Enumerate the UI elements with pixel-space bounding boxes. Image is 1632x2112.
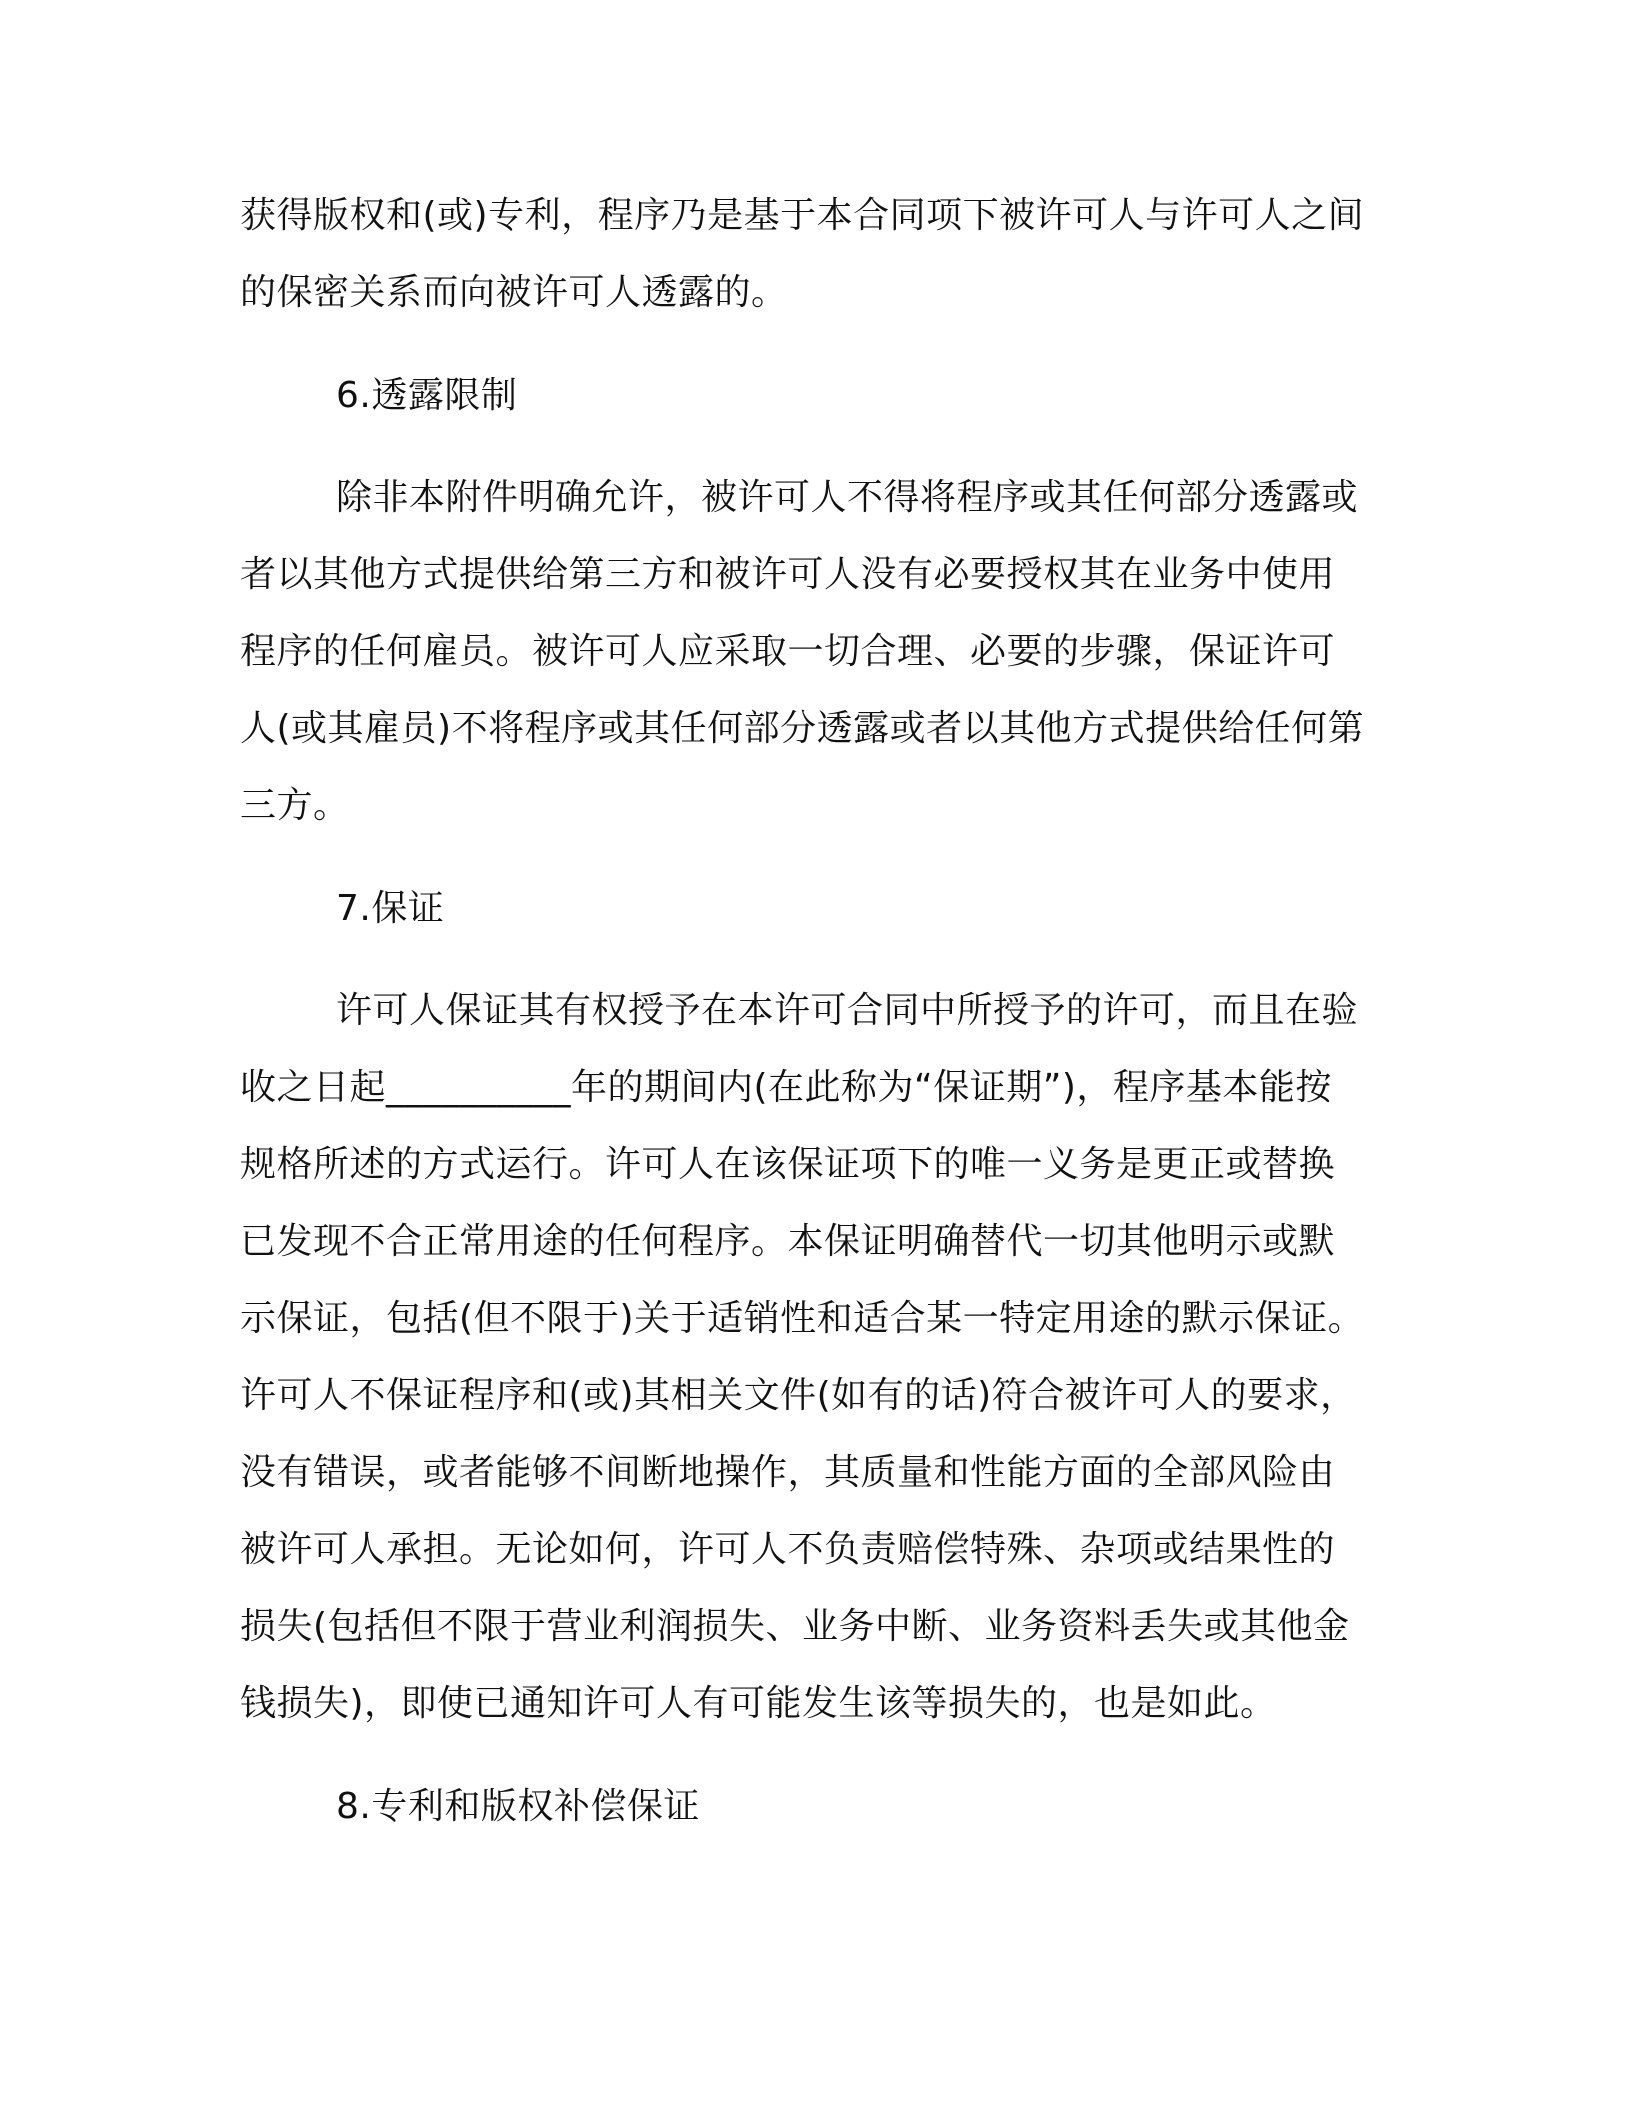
section-heading-8: 8.专利和版权补偿保证 (336, 1786, 700, 1827)
paragraph-line: 没有错误，或者能够不间断地操作，其质量和性能方面的全部风险由 (240, 1452, 1336, 1493)
paragraph-line: 许可人保证其有权授予在本许可合同中所授予的许可，而且在验 (336, 990, 1359, 1031)
paragraph-line: 损失(包括但不限于营业利润损失、业务中断、业务资料丢失或其他金 (240, 1606, 1350, 1647)
paragraph-line: 获得版权和(或)专利，程序乃是基于本合同项下被许可人与许可人之间 (240, 195, 1365, 236)
paragraph-line: 已发现不合正常用途的任何程序。本保证明确替代一切其他明示或默 (240, 1221, 1336, 1262)
paragraph-line: 者以其他方式提供给第三方和被许可人没有必要授权其在业务中使用 (240, 554, 1336, 595)
paragraph-line: 除非本附件明确允许，被许可人不得将程序或其任何部分透露或 (336, 477, 1359, 518)
paragraph-line: 程序的任何雇员。被许可人应采取一切合理、必要的步骤，保证许可 (240, 631, 1336, 672)
paragraph-line: 示保证，包括(但不限于)关于适销性和适合某一特定用途的默示保证。 (240, 1298, 1365, 1339)
paragraph-line: 钱损失)，即使已通知许可人有可能发生该等损失的，也是如此。 (240, 1683, 1277, 1724)
paragraph-line: 的保密关系而向被许可人透露的。 (240, 272, 788, 313)
paragraph-line: 规格所述的方式运行。许可人在该保证项下的唯一义务是更正或替换 (240, 1144, 1336, 1185)
paragraph-line: 三方。 (240, 785, 350, 826)
section-heading-7: 7.保证 (336, 888, 445, 929)
paragraph-line: 人(或其雇员)不将程序或其任何部分透露或者以其他方式提供给任何第 (240, 708, 1365, 749)
section-heading-6: 6.透露限制 (336, 375, 518, 416)
paragraph-line: 收之日起__________年的期间内(在此称为“保证期”)，程序基本能按 (240, 1067, 1332, 1108)
paragraph-line: 许可人不保证程序和(或)其相关文件(如有的话)符合被许可人的要求， (240, 1375, 1357, 1416)
paragraph-line: 被许可人承担。无论如何，许可人不负责赔偿特殊、杂项或结果性的 (240, 1529, 1336, 1570)
